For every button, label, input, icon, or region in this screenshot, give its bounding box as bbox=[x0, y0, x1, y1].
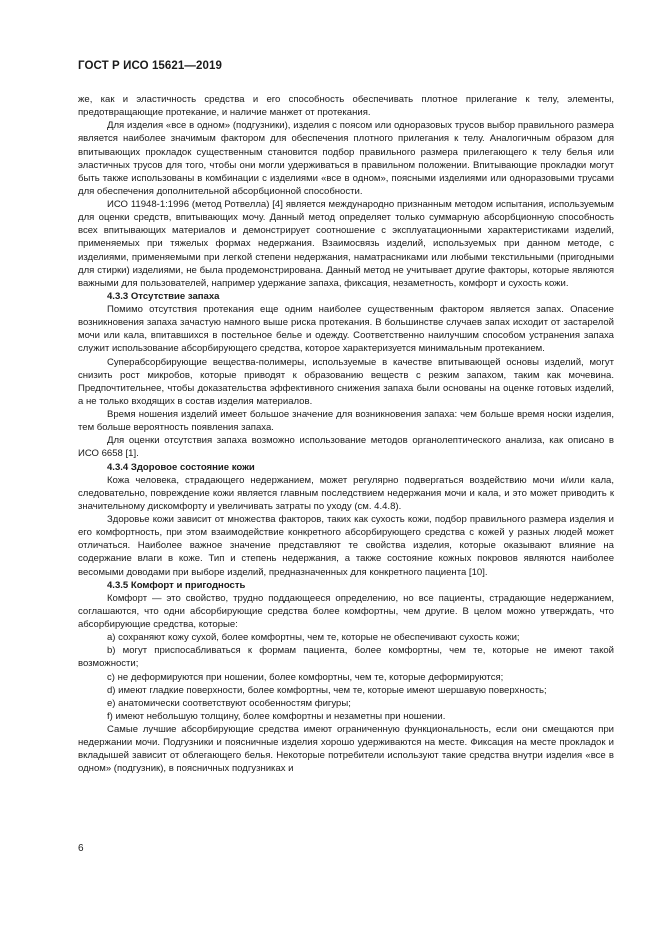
paragraph: Помимо отсутствия протекания еще одним наиболее существенным фактором является запах. Опасение возникновения запаха зачастую намного выше риска протекания. В большинстве случаев запах исходит от застарелой мочи или кала, впитавшихся в постельное белье и одежду. Соответственно наилучшим способом устранения запаха служит использование абсорбирующего средства, которое характеризуется минимальным протеканием. bbox=[78, 304, 614, 355]
section-heading: 4.3.3 Отсутствие запаха bbox=[107, 290, 220, 302]
paragraph: Самые лучшие абсорбирующие средства имеют ограниченную функциональность, если они смещаются при недержании мочи. Подгузники и поясничные изделия хорошо удерживаются на месте. Фиксация на месте прокладок и вкладышей зависит от облегающего белья. Некоторые потребители используют такие средства внутри изделия «все в одном» (подгузник), в поясничных подгузниках и bbox=[78, 724, 614, 775]
paragraph: ИСО 11948-1:1996 (метод Ротвелла) [4] является международно признанным методом испытания, используемым для оценки средств, впитывающих мочу. Данный метод определяет только суммарную абсорбционную способность всех впитывающих материалов и демонстрирует соотношение с эксплуатационными характеристиками изделий, применяемых при тяжелых формах недержания. Взаимосвязь изделий, используемых при данном методе, с изделиями, применяемыми при легкой степени недержания, наматрасниками или любыми текстильными (пригодными для стирки) изделиями, не была продемонстрирована. Данный метод не учитывает другие факторы, которые являются важными для пользователей, например удержание запаха, фиксация, незаметность, комфорт и сухость кожи. bbox=[78, 199, 614, 289]
list-item: e) анатомически соответствуют особенностям фигуры; bbox=[107, 697, 351, 709]
paragraph: Время ношения изделий имеет большое значение для возникновения запаха: чем больше время носки изделия, тем больше вероятность появления запаха. bbox=[78, 409, 614, 434]
paragraph: Комфорт — это свойство, трудно поддающееся определению, но все пациенты, страдающие недержанием, соглашаются, что одни абсорбирующие средства более комфортны, чем другие. В целом можно утверждать, что абсорбирующие средства, которые: bbox=[78, 592, 614, 630]
section-heading: 4.3.5 Комфорт и пригодность bbox=[107, 579, 246, 591]
paragraph: Для изделия «все в одном» (подгузники), изделия с поясом или одноразовых трусов выбор правильного размера является наиболее значимым фактором для обеспечения плотного прилегания к телу. Аналогичным образом для впитывающих прокладок существенным становится подбор правильного размера прилегающего к телу белья или эластичных трусов для того, чтобы они могли удерживаться в правильном положении. Впитывающие прокладки могут быть также использованы в комбинации с изделиями «все в одном», поясными изделиями или одноразовыми трусами для обеспечения дополнительной абсорбционной способности. bbox=[78, 120, 614, 197]
list-item: d) имеют гладкие поверхности, более комфортны, чем те, которые имеют шершавую поверхность; bbox=[107, 684, 547, 696]
paragraph: Кожа человека, страдающего недержанием, может регулярно подвергаться воздействию мочи и/или кала, следовательно, повреждение кожи является главным последствием недержания мочи и кала, и это может приводить к значительному дискомфорту и увеличивать затраты по уходу (см. 4.4.8). bbox=[78, 474, 614, 512]
paragraph: Для оценки отсутствия запаха возможно использование методов органолептического анализа, как описано в ИСО 6658 [1]. bbox=[78, 435, 614, 460]
list-item: b) могут приспосабливаться к формам пациента, более комфортны, чем те, которые не имеют такой возможности; bbox=[78, 645, 614, 670]
list-item: а) сохраняют кожу сухой, более комфортны, чем те, которые не обеспечивают сухость кожи; bbox=[107, 632, 520, 644]
list-item: c) не деформируются при ношении, более комфортны, чем те, которые деформируются; bbox=[107, 671, 504, 683]
paragraph: же, как и эластичность средства и его способность обеспечивать плотное прилегание к телу, элементы, предотвращающие протекание, и наличие манжет от протекания. bbox=[78, 94, 614, 119]
paragraph: Суперабсорбирующие вещества-полимеры, используемые в качестве впитывающей основы изделий, могут снизить рост микробов, которые приводят к образованию веществ с резким запахом, таким как мочевина. Предпочтительнее, чтобы доказательства эффективного снижения запаха были основаны на оценке готовых изделий, а не только входящих в состав изделия материалов. bbox=[78, 356, 614, 407]
section-heading: 4.3.4 Здоровое состояние кожи bbox=[107, 461, 255, 473]
page-number: 6 bbox=[78, 843, 84, 854]
list-item: f) имеют небольшую толщину, более комфортны и незаметны при ношении. bbox=[107, 710, 446, 722]
document-header: ГОСТ Р ИСО 15621—2019 bbox=[78, 60, 223, 72]
paragraph: Здоровье кожи зависит от множества факторов, таких как сухость кожи, подбор правильного размера изделия и его комфортность, при этом взаимодействие конкретного абсорбирующего средства с кожей у разных людей может отличаться. Наиболее важное значение представляют те свойства изделия, которые оказывают влияние на содержание влаги в коже. Тип и степень недержания, а также состояние кожных покровов являются наиболее весомыми доводами при выборе изделий, предназначенных для конкретного пациента [10]. bbox=[78, 514, 614, 578]
document-body bbox=[78, 93, 614, 776]
